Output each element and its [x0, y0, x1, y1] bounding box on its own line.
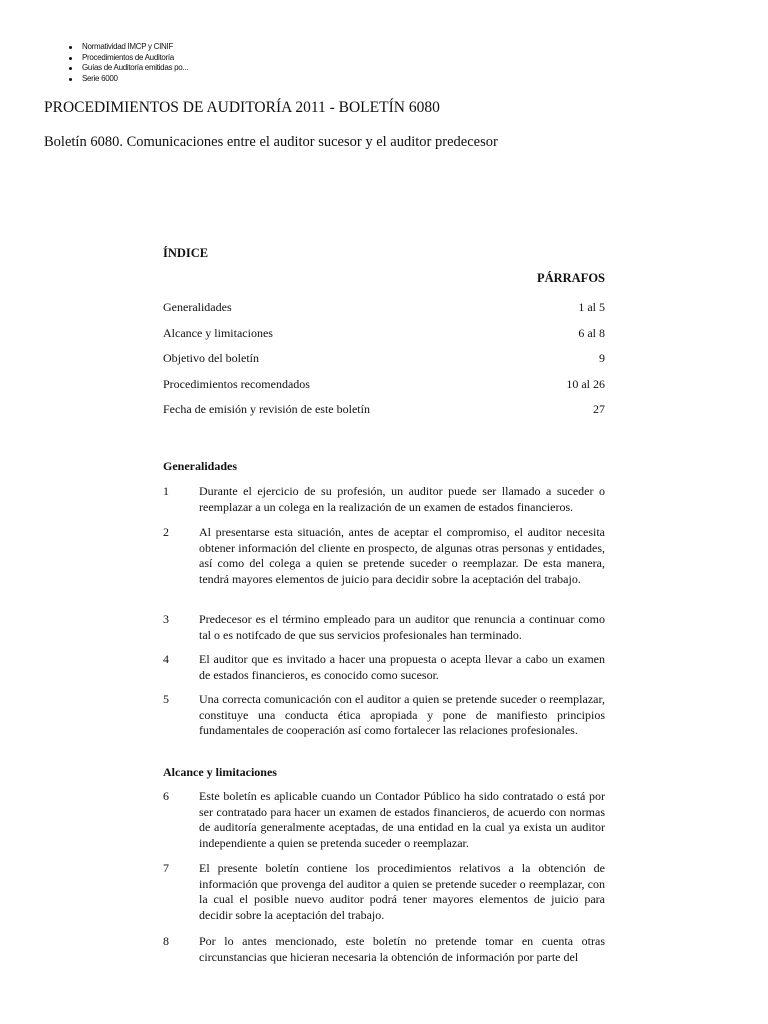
- paragraph-number: 4: [163, 652, 169, 666]
- paragraph-number: 2: [163, 525, 169, 539]
- paragraph-number: 3: [163, 612, 169, 626]
- breadcrumb-item[interactable]: Procedimientos de Auditoría: [66, 53, 188, 64]
- index-row: [163, 300, 605, 326]
- paragraph-text: Una correcta comunicación con el auditor a quien se pretende suceder o reemplazar, constituye una conducta ética apropiada y pone de manifiesto principios fundamentales de cooperación así como fortalecer las relaciones profesionales.: [199, 692, 605, 737]
- paragraph-text: Por lo antes mencionado, este boletín no pretende tomar en cuenta otras circunstancias que hicieran necesaria la obtención de información por parte del: [199, 934, 605, 964]
- paragraph-number: 1: [163, 484, 169, 498]
- breadcrumb-item[interactable]: Guías de Auditoría emitidas po...: [66, 63, 188, 74]
- index-row-label: Procedimientos recomendados: [163, 376, 310, 391]
- index-row-pages: 9: [599, 351, 605, 365]
- index-row-pages: 27: [593, 402, 605, 416]
- paragraph: [163, 525, 605, 587]
- paragraph: [163, 692, 605, 739]
- index-row-pages: 1 al 5: [578, 300, 605, 314]
- paragraph-text: El presente boletín contiene los procedimientos relativos a la obtención de información que provenga del auditor a quien se pretende suceder o reemplazar, con la cual el posible nuevo auditor podrá tener mayores elementos de juicio para decidir sobre la aceptación del trabajo.: [199, 861, 605, 922]
- index-row-pages: 10 al 26: [566, 376, 605, 391]
- index-table: [163, 271, 605, 428]
- paragraph: [163, 934, 605, 965]
- paragraph-text: Predecesor es el término empleado para un auditor que renuncia a continuar como tal o es notifcado de que sus servicios profesionales han terminado.: [199, 612, 605, 642]
- paragraph-text: Al presentarse esta situación, antes de aceptar el compromiso, el auditor necesita obtener información del cliente en prospecto, de algunas otras personas y entidades, así como del colega a quien se pretende suceder o reemplazar. De esta manera, tendrá mayores elementos de juicio para decidir sobre la aceptación del trabajo.: [199, 525, 605, 586]
- section-heading: Generalidades: [163, 459, 237, 473]
- section-heading: Alcance y limitaciones: [163, 765, 277, 779]
- breadcrumb-item[interactable]: Normatividad IMCP y CINIF: [66, 42, 188, 53]
- index-row: [163, 326, 605, 352]
- breadcrumb: [66, 42, 188, 84]
- index-row: [163, 377, 605, 403]
- paragraph-text: El auditor que es invitado a hacer una propuesta o acepta llevar a cabo un examen de estados financieros, es conocido como sucesor.: [199, 652, 605, 682]
- paragraph: [163, 484, 605, 515]
- index-row-label: Fecha de emisión y revisión de este boletín: [163, 402, 370, 416]
- paragraph: [163, 861, 605, 923]
- paragraph-number: 6: [163, 789, 169, 803]
- paragraph-number: 7: [163, 861, 169, 875]
- paragraph-text: Este boletín es aplicable cuando un Contador Público ha sido contratado o está por ser contratado para hacer un examen de estados financieros, de acuerdo con normas de auditoría generalmente aceptadas, de una entidad en la cual ya exista un auditor independiente a quien se pretenda suceder o reemplazar.: [199, 789, 605, 850]
- index-column-header: PÁRRAFOS: [536, 271, 605, 285]
- paragraph: [163, 789, 605, 851]
- page-title: PROCEDIMIENTOS DE AUDITORÍA 2011 - BOLETÍN 6080: [44, 99, 440, 116]
- paragraph: [163, 652, 605, 683]
- index-row-label: Alcance y limitaciones: [163, 325, 273, 340]
- index-row-pages: 6 al 8: [578, 325, 605, 340]
- page-subtitle: Boletín 6080. Comunicaciones entre el auditor sucesor y el auditor predecesor: [44, 134, 498, 150]
- index-header-row: [163, 271, 605, 300]
- index-row: [163, 402, 605, 428]
- paragraph-text: Durante el ejercicio de su profesión, un auditor puede ser llamado a suceder o reemplazar a un colega en la realización de un examen de estados financieros.: [199, 484, 605, 514]
- breadcrumb-item[interactable]: Serie 6000: [66, 74, 188, 85]
- paragraph: [163, 612, 605, 643]
- paragraph-number: 5: [163, 692, 169, 706]
- index-row-label: Objetivo del boletín: [163, 351, 259, 365]
- index-row-label: Generalidades: [163, 300, 232, 314]
- index-heading: ÍNDICE: [163, 246, 209, 260]
- index-row: [163, 351, 605, 377]
- paragraph-number: 8: [163, 934, 169, 948]
